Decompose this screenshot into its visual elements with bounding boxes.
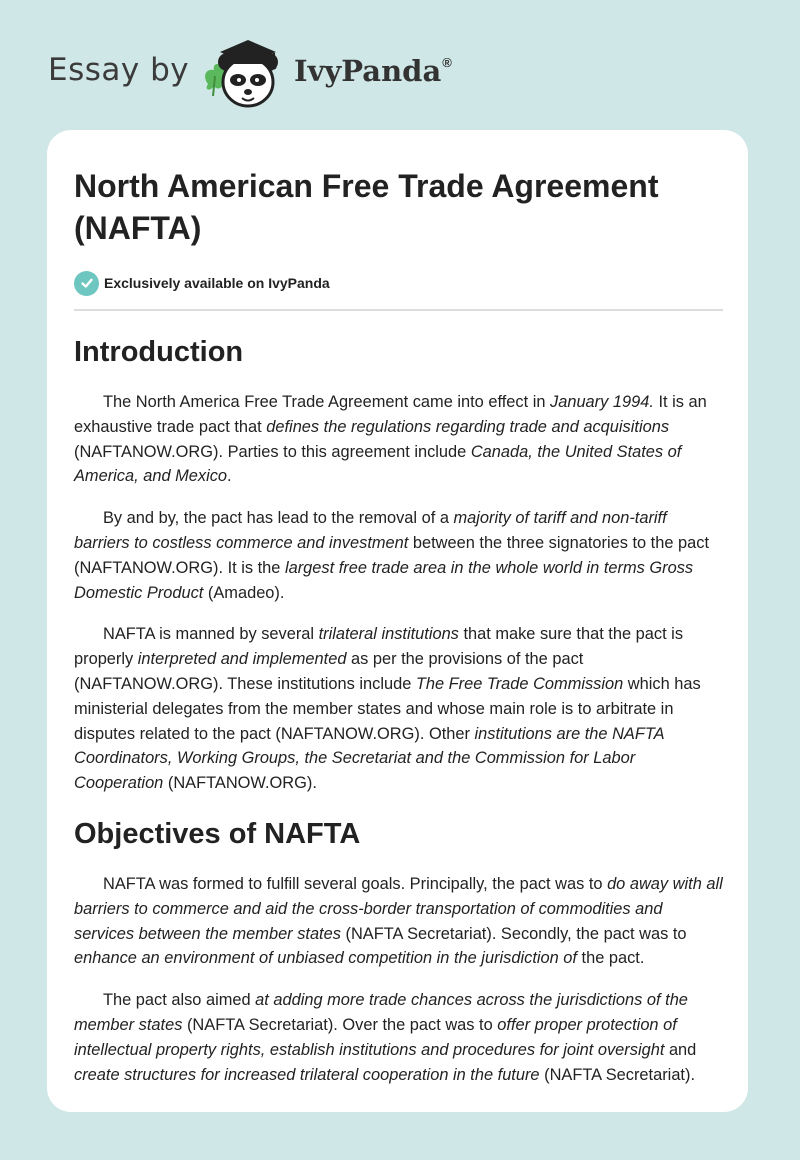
brand-name[interactable] <box>294 54 452 88</box>
text-run: (NAFTA Secretariat). <box>539 1065 696 1084</box>
emphasis-text: trilateral institutions <box>318 625 459 644</box>
emphasis-text: enhance an environment of unbiased competition in the jurisdiction of <box>74 949 577 968</box>
emphasis-text: The Free Trade Commission <box>415 674 624 693</box>
paragraph <box>74 988 723 1087</box>
text-run: the pact. <box>576 949 645 968</box>
emphasis-text: do away with all barriers to commerce and aid the cross-border transportation of commodities and services between the member states <box>74 874 723 943</box>
essay-by-label: Essay by <box>48 52 190 88</box>
essay-content <box>74 130 723 1087</box>
emphasis-text: defines the regulations regarding trade and acquisitions <box>266 417 670 436</box>
registered-mark: ® <box>442 55 452 70</box>
text-run: (NAFTANOW.ORG). <box>163 774 317 793</box>
exclusive-badge <box>74 269 723 297</box>
text-run: (NAFTANOW.ORG). Parties to this agreement include <box>74 442 471 461</box>
emphasis-text: majority of tariff and non-tariff barriers to costless commerce and investment <box>74 509 667 552</box>
text-run: (NAFTA Secretariat). Secondly, the pact was to <box>340 924 687 943</box>
paragraph <box>74 506 723 605</box>
emphasis-text: interpreted and implemented <box>137 650 347 669</box>
text-run: NAFTA was formed to fulfill several goals. Principally, the pact was to <box>103 874 608 893</box>
text-run: between the three signatories to the pact (NAFTANOW.ORG). It is the <box>74 533 710 577</box>
badge-label: Exclusively available on IvyPanda <box>104 275 330 291</box>
emphasis-text: January 1994. <box>550 393 654 411</box>
paragraph <box>74 872 723 971</box>
check-circle-icon <box>74 271 99 296</box>
emphasis-text: create structures for increased trilateral cooperation in the future <box>74 1065 540 1084</box>
divider <box>74 309 723 311</box>
emphasis-text: offer proper protection of intellectual property rights, establish institutions and procedures for joint oversight <box>74 1015 677 1059</box>
section-heading-introduction: Introduction <box>74 336 244 368</box>
text-run: It is an exhaustive trade pact that <box>74 393 707 436</box>
essay-card <box>47 130 748 1112</box>
text-run: By and by, the pact has lead to the removal of a <box>103 509 454 528</box>
text-run: The North America Free Trade Agreement came into effect in <box>103 393 551 411</box>
text-run: as per the provisions of the pact (NAFTANOW.ORG). These institutions include <box>74 650 584 693</box>
brand-text: IvyPanda <box>294 54 442 88</box>
text-run: and <box>664 1040 697 1059</box>
site-header <box>48 30 548 110</box>
text-run: (Amadeo). <box>203 583 285 602</box>
text-run: which has ministerial delegates from the member states and whose main role is to arbitrate in disputes related to the pact (NAFTANOW.ORG). Other <box>74 674 701 743</box>
text-run: that make sure that the pact is properly <box>74 625 684 669</box>
emphasis-text: Canada, the United States of America, and Mexico <box>74 442 682 486</box>
emphasis-text: largest free trade area in the whole world in terms Gross Domestic Product <box>74 558 694 602</box>
text-run: (NAFTA Secretariat). Over the pact was to <box>182 1015 498 1034</box>
page-title: North American Free Trade Agreement (NAFTA) <box>74 168 659 246</box>
paragraph <box>74 622 723 796</box>
text-run: NAFTA is manned by several <box>103 625 319 644</box>
panda-logo-icon[interactable] <box>200 32 290 112</box>
text-run: The pact also aimed <box>103 991 256 1010</box>
emphasis-text: institutions are the NAFTA Coordinators, Working Groups, the Secretariat and the Commission for Labor Cooperation <box>74 724 664 793</box>
emphasis-text: at adding more trade chances across the jurisdictions of the member states <box>74 991 688 1034</box>
paragraph <box>74 390 723 489</box>
text-run: . <box>227 467 232 486</box>
section-heading-objectives: Objectives of NAFTA <box>74 817 361 850</box>
